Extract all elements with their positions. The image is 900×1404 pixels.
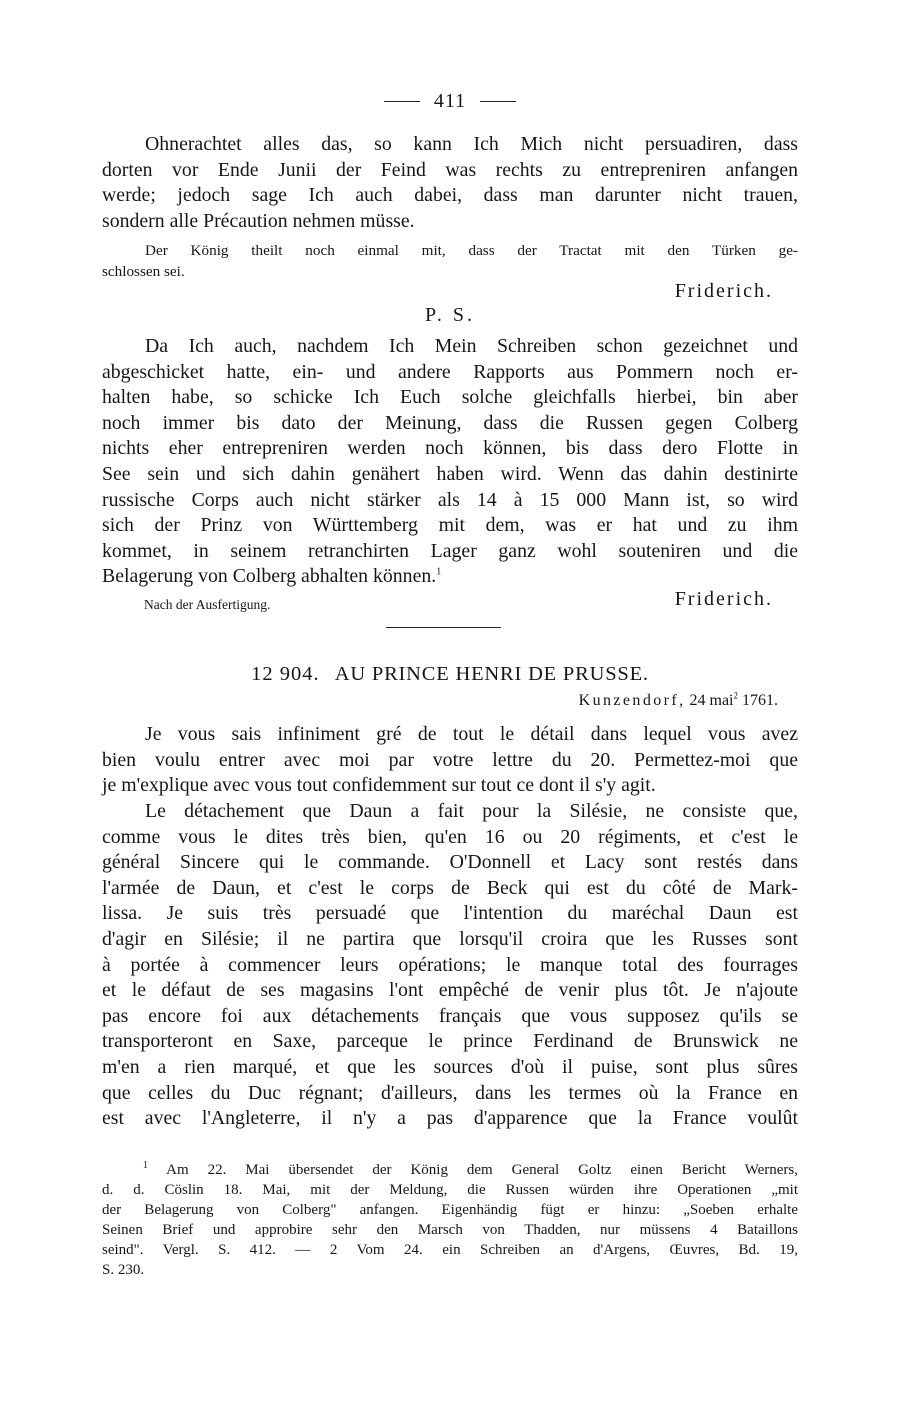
page-number: 411: [433, 89, 467, 112]
letter-year: 1761.: [742, 692, 778, 709]
footnote-line: S. 230.: [102, 1262, 145, 1278]
footnote-line: seind". Vergl. S. 412. — 2 Vom 24. ein Schreiben an d'Argens, Œuvres, Bd. 19,: [102, 1242, 798, 1258]
text-line: Le détachement que Daun a fait pour la Silésie, ne consiste que,: [145, 800, 798, 822]
letter-paragraph-1: [102, 722, 798, 799]
text-line: je m'explique avec vous tout confidemment sur tout ce dont il s'y agit.: [102, 774, 656, 797]
text-line: sondern alle Précaution nehmen müsse.: [102, 209, 415, 232]
text-line: bien voulu entrer avec moi par votre lettre du 20. Permettez-moi que: [102, 748, 798, 771]
text-line: Je vous sais infiniment gré de tout le détail dans lequel vous avez: [145, 723, 798, 745]
text-line: comme vous le dites très bien, qu'en 16 ou 20 régiments, et c'est le: [102, 825, 798, 848]
letter-number: 12 904.: [251, 663, 320, 685]
footnotes: [102, 1160, 798, 1280]
footnote-line: der Belagerung von Colberg" anfangen. Eigenhändig fügt er hinzu: „Soeben erhalte: [102, 1202, 798, 1218]
text-line: lissa. Je suis très persuadé que l'intention du maréchal Daun est: [102, 902, 798, 925]
paragraph-main: [102, 132, 798, 234]
text-line: sich der Prinz von Württemberg mit dem, was er hat und zu ihm: [102, 514, 798, 537]
letter-title: [0, 663, 900, 686]
postscript-heading: P. S.: [424, 304, 476, 326]
text-line: werde; jedoch sage Ich auch dabei, dass man darunter nicht trauen,: [102, 184, 798, 207]
footnote-line: [102, 1160, 798, 1180]
text-line: halten habe, so schicke Ich Euch solche gleichfalls hierbei, bin aber: [102, 386, 798, 409]
footnote-text: Am 22. Mai übersendet der König dem General Goltz einen Bericht Werners,: [166, 1162, 798, 1178]
text-line: dorten vor Ende Junii der Feind was rechts zu entrepreniren anfangen: [102, 158, 798, 181]
text-line: russische Corps auch nicht stärker als 14 à 15 000 Mann ist, so wird: [102, 488, 798, 511]
header-dash-right: [480, 101, 516, 102]
text-line: [102, 564, 798, 590]
text-line: nichts eher entrepreniren werden noch können, bis dass dero Flotte in: [102, 437, 798, 460]
text-line: m'en a rien marqué, et que les sources d'où il puise, sont plus sûres: [102, 1055, 798, 1078]
note-line: Der König theilt noch einmal mit, dass der Tractat mit den Türken ge-: [145, 242, 798, 259]
text-line: kommet, in seinem retranchirten Lager ganz wohl souteniren und die: [102, 539, 798, 562]
editorial-note: [102, 240, 798, 282]
text-line: et le défaut de ses magasins l'ont empêché de venir plus tôt. Je n'ajoute: [102, 979, 798, 1002]
text-line: l'armée de Daun, et c'est le corps de Beck qui est du côté de Mark-: [102, 876, 798, 899]
letter-date: 24 mai: [689, 692, 734, 709]
letter-dateline: [579, 692, 778, 710]
text-line: transporteront en Saxe, parceque le prince Ferdinand de Brunswick ne: [102, 1030, 798, 1053]
text-line: que celles du Duc régnant; d'ailleurs, dans les termes où la France en: [102, 1081, 798, 1104]
footnote-ref: 1: [436, 566, 442, 578]
letter-place: Kunzendorf,: [578, 692, 686, 709]
letter-addressee: AU PRINCE HENRI DE PRUSSE.: [334, 663, 649, 685]
source-note: Nach der Ausfertigung.: [144, 597, 271, 612]
text-line: pas encore foi aux détachements français que vous supposez qu'ils se: [102, 1004, 798, 1027]
text-line: est avec l'Angleterre, il n'y a pas d'apparence que la France voulût: [102, 1107, 798, 1130]
page-header: [0, 87, 900, 115]
text-line: d'agir en Silésie; il ne partira que lorsqu'il croira que les Russes sont: [102, 927, 798, 950]
footnote-line: d. d. Cöslin 18. Mai, mit der Meldung, die Russen würden ihre Operationen „mit: [102, 1182, 798, 1198]
footnote-mark: 1: [143, 1160, 148, 1171]
text-line: abgeschicket hatte, ein- und andere Rapports aus Pommern noch er-: [102, 360, 798, 383]
text-line: à portée à commencer leurs opérations; le manque total des fourrages: [102, 953, 798, 976]
note-line: schlossen sei.: [102, 263, 185, 280]
footnote-ref: 2: [733, 690, 738, 701]
text-line: Da Ich auch, nachdem Ich Mein Schreiben schon gezeichnet und: [145, 335, 798, 357]
text-line-content: Belagerung von Colberg abhalten können.: [102, 565, 437, 588]
signature-second: Friderich.: [674, 588, 773, 610]
footnote-line: Seinen Brief und approbire sehr den Marsch von Thadden, nur müssens 4 Bataillons: [102, 1222, 798, 1238]
letter-paragraph-2: [102, 799, 798, 1132]
text-line: général Sincere qui le commande. O'Donnell et Lacy sont restés dans: [102, 851, 798, 874]
text-line: See sein und sich dahin genähert haben wird. Wenn das dahin destinirte: [102, 462, 798, 485]
section-divider: [386, 627, 501, 628]
text-line: Ohnerachtet alles das, so kann Ich Mich nicht persuadiren, dass: [145, 133, 798, 155]
postscript-text: [102, 334, 798, 590]
signature-first: Friderich.: [674, 280, 773, 302]
header-dash-left: [384, 101, 420, 102]
text-line: noch immer bis dato der Meinung, dass die Russen gegen Colberg: [102, 411, 798, 434]
